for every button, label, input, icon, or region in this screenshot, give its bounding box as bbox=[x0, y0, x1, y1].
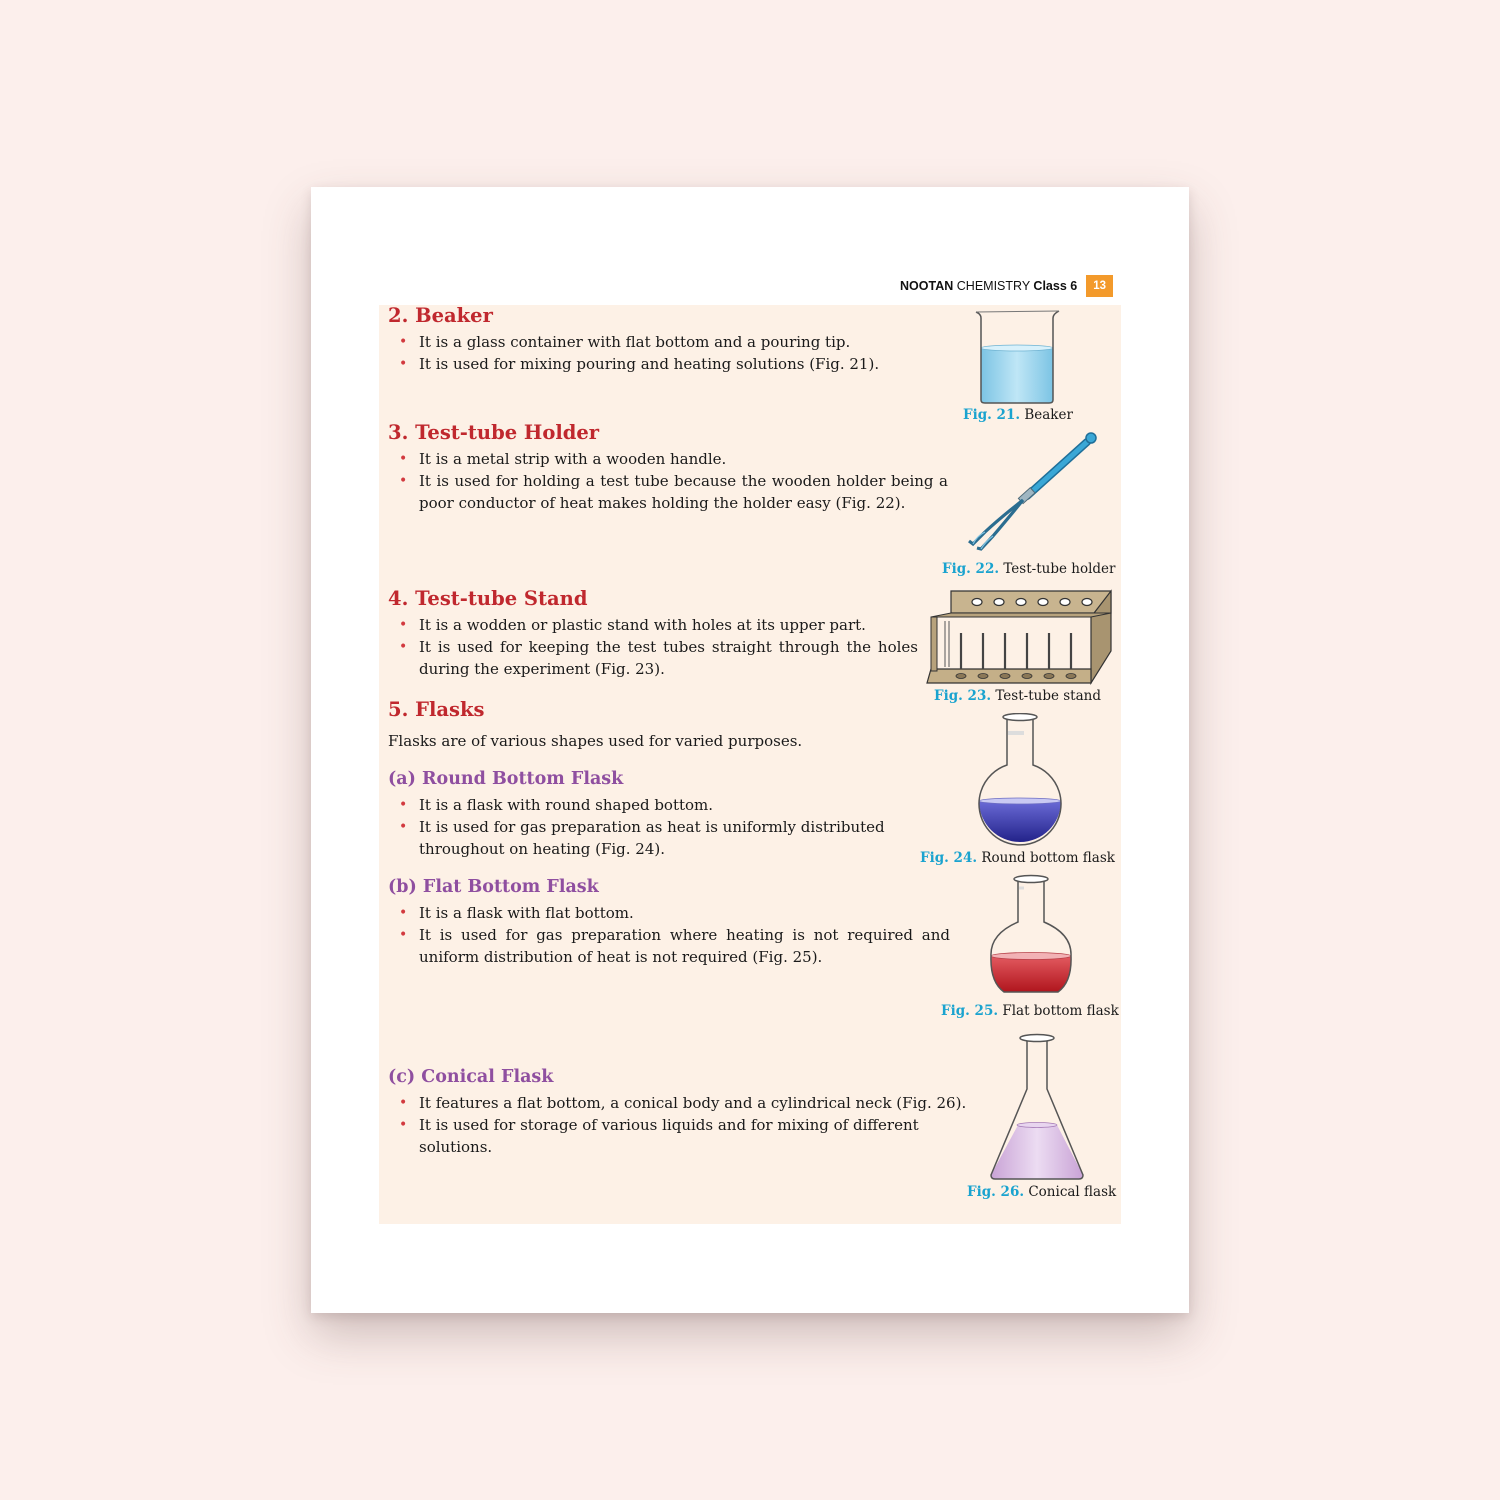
book-page bbox=[311, 187, 1189, 1313]
section-title: 4. Test-tube Stand bbox=[388, 587, 588, 610]
subsection-title: (c) Conical Flask bbox=[388, 1067, 554, 1087]
figure-caption bbox=[920, 850, 1115, 866]
conical-flask-figure bbox=[985, 1033, 1089, 1183]
figure-label: Flat bottom flask bbox=[1002, 1003, 1119, 1019]
figure-label: Conical flask bbox=[1028, 1184, 1117, 1200]
list-item: • It is used for keeping the test tubes straight through the holes during the experiment (Fig. 23). bbox=[388, 636, 918, 680]
section-conical-flask bbox=[388, 1066, 968, 1158]
section-test-tube-holder bbox=[388, 422, 948, 514]
bullet-list bbox=[388, 794, 928, 860]
page-number-badge: 13 bbox=[1086, 275, 1113, 297]
figure-label: Test-tube holder bbox=[1003, 561, 1116, 577]
list-item: • It is a glass container with flat bottom and a pouring tip. bbox=[388, 331, 948, 353]
bullet-list bbox=[388, 331, 948, 375]
figure-caption bbox=[963, 407, 1073, 423]
figure-label: Test-tube stand bbox=[995, 688, 1101, 704]
test-tube-holder-figure bbox=[955, 432, 1117, 560]
content-panel bbox=[379, 305, 1121, 1224]
section-flasks bbox=[388, 699, 918, 752]
section-title: 3. Test-tube Holder bbox=[388, 421, 600, 444]
list-item: • It is used for storage of various liquids and for mixing of different solutions. bbox=[388, 1114, 968, 1158]
beaker-figure bbox=[973, 308, 1063, 406]
list-item: • It is a metal strip with a wooden handle. bbox=[388, 448, 948, 470]
list-item: • It is used for gas preparation where heating is not required and uniform distribution of heat is not required (Fig. 25). bbox=[388, 924, 950, 968]
figure-number: Fig. 24. bbox=[920, 850, 978, 866]
round-bottom-flask-figure bbox=[975, 713, 1065, 849]
bullet-list bbox=[388, 1092, 968, 1158]
section-round-bottom-flask bbox=[388, 768, 928, 860]
figure-number: Fig. 22. bbox=[942, 561, 1000, 577]
header-subject: CHEMISTRY bbox=[956, 279, 1030, 293]
figure-caption bbox=[934, 688, 1101, 704]
figure-caption bbox=[941, 1003, 1119, 1019]
list-item: • It is a flask with flat bottom. bbox=[388, 902, 950, 924]
section-intro: Flasks are of various shapes used for varied purposes. bbox=[388, 732, 803, 750]
figure-caption bbox=[942, 561, 1115, 577]
subsection-title: (b) Flat Bottom Flask bbox=[388, 877, 599, 897]
figure-caption bbox=[967, 1184, 1116, 1200]
list-item: • It is used for gas preparation as heat is uniformly distributed throughout on heating (Fig. 24). bbox=[388, 816, 928, 860]
section-flat-bottom-flask bbox=[388, 876, 950, 968]
header-class: Class 6 bbox=[1033, 279, 1078, 293]
figure-number: Fig. 21. bbox=[963, 407, 1021, 423]
list-item: • It is a wodden or plastic stand with holes at its upper part. bbox=[388, 614, 918, 636]
list-item: • It is used for mixing pouring and heating solutions (Fig. 21). bbox=[388, 353, 948, 375]
list-item: • It is used for holding a test tube because the wooden holder being a poor conductor of heat makes holding the holder easy (Fig. 22). bbox=[388, 470, 948, 514]
page-header bbox=[900, 275, 1113, 297]
section-beaker bbox=[388, 305, 948, 375]
bullet-list bbox=[388, 902, 950, 968]
section-test-tube-stand bbox=[388, 588, 918, 680]
section-title: 2. Beaker bbox=[388, 304, 493, 327]
section-title: 5. Flasks bbox=[388, 698, 485, 721]
flat-bottom-flask-figure bbox=[988, 874, 1074, 1002]
list-item: • It features a flat bottom, a conical body and a cylindrical neck (Fig. 26). bbox=[388, 1092, 968, 1114]
figure-number: Fig. 26. bbox=[967, 1184, 1025, 1200]
figure-number: Fig. 25. bbox=[941, 1003, 999, 1019]
figure-number: Fig. 23. bbox=[934, 688, 992, 704]
bullet-list bbox=[388, 614, 918, 680]
figure-label: Round bottom flask bbox=[981, 850, 1115, 866]
header-brand: NOOTAN bbox=[900, 279, 954, 293]
figure-label: Beaker bbox=[1024, 407, 1073, 423]
test-tube-stand-figure bbox=[925, 589, 1115, 689]
bullet-list bbox=[388, 448, 948, 514]
subsection-title: (a) Round Bottom Flask bbox=[388, 769, 624, 789]
list-item: • It is a flask with round shaped bottom. bbox=[388, 794, 928, 816]
